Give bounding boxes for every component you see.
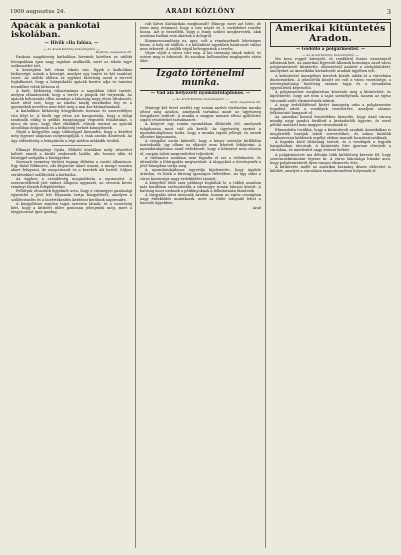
section-subhead: — Vád alá helyezett nyomdatulajdonos. — — [150, 91, 251, 97]
article-paragraph: Végre eljött a várva várt nap. A kis társaság útnak indult, és estére meg is érkeztek. Itt azonban kellemetlen meglepetés várta őket. — [140, 51, 261, 64]
column-1 — [11, 22, 132, 548]
article-subhead: — Hivők «Ila falúsa. — — [44, 40, 99, 46]
article-paragraph: Felhívjuk olvasóink figyelmét arra, hogy a vármegyei gazdasági egyesület a jövő hét folyamán tartja közgyűlését, amelyen a szőlőtermelés és a borértékesítés kérdései kerülnek napirendre. — [11, 189, 132, 202]
section-origin: Arad, augusztus 23. — [229, 100, 261, 105]
article-paragraph: Elhunyt Ebergényi Gyula. Előkelő körökben mély részvétet keltett ennek a kiváló embernek halála, aki hosszú időn át hűséggel szolgálta a közügyeket. — [11, 147, 132, 160]
article-paragraph: A vádtanács azonban nem fogadta el ezt a védekezést, és elrendelte a főtárgyalás megtartását. A tárgyalást a törvényszék a jövő hónapban tartja meg. — [140, 155, 261, 169]
article-paragraph: A vizsgálat során kiderült, hogy a könyv szerzője külföldön tartózkodik, így ellene az eljárást nem lehetett lefolytatni. A nyomdatulajdonos azzal védekezett, hogy a kéziratot nem olvasta el, csupán üzleti megrendelést teljesített. — [140, 139, 261, 156]
article-paragraph: Az ügyben a csendőrség megindította a nyomozást. A szerencsétlenül járt ember állapota aggasztó, az orvosok kevés reményt fűznek felépüléséhez. — [11, 176, 132, 190]
divider — [52, 145, 92, 146]
section-credit: — Az Aradi Közlöny tudósítójától. — — [172, 97, 229, 102]
article-paragraph: A polgármester meghatottan köszönte meg a kitüntetést, és kijelentette, hogy azt nem a saját személyének, hanem az egész városnak szóló elismerésnek tekinti. — [270, 90, 391, 103]
article-headline: Apácák a pankotai iskolában. — [11, 22, 100, 41]
column-2 — [140, 22, 261, 548]
article-paragraph: A nagy érdeklődéssel kísért ünnepség után a polgármester fogadást adott a vendégek tiszteletére, amelyen számos felköszöntő hangzott el. — [270, 102, 391, 116]
page-header — [10, 6, 391, 18]
article-paragraph: Elmondotta továbbá, hogy a kivándorolt aradiak Amerikában is megőrizték hazájuk iránti szeretetüket, és sokan közülük rendszeresen küldenek segélyt otthon maradt hozzátartozóiknak. — [270, 127, 391, 140]
article-paragraph: Ma kora reggel kiterjedt, és rendkívül fontos eseményről adhatunk hírt. Az amerikai Egyesült Államok kormánya Arad város polgármesterét kitüntette, elismerésül azokért a szolgálatokért, amelyeket az Amerikába kivándorolt aradiak ügyében tett. — [270, 56, 391, 74]
article-paragraph: A könyvet egy román nyomdában állították elő, amelynek tulajdonosa most vád alá került. Az ügyészség szerint a nyomdatulajdonos tudta, hogy a munka izgató jellegű, és ennek ellenére kinyomatta. — [140, 122, 261, 139]
article-paragraph: A könyvből több száz példányt foglaltak le, a többit azonban már korábban szétosztották a vármegye román lakosai között. A hatóság most ezeknek a példányoknak a felkutatásán fáradozik. — [140, 180, 261, 193]
column-divider — [135, 22, 136, 548]
header-rule — [10, 19, 391, 20]
article-paragraph: A polgármestert ma délután több küldöttség kereste fel, hogy szerencsekívánatait fejezze ki. A város lakossága büszke arra, hogy polgármesterét ilyen rangos elismerés érte. — [270, 152, 391, 165]
issue-date: 1909 augusztus 24. — [10, 9, 66, 15]
article-paragraph: A közgyűlésre minden tagot szívesen látnak, és a vezetőség kéri, hogy a kitűzött időre pontosan jelenjenek meg, mert a tárgysorozat igen gazdag. — [11, 201, 132, 215]
article-paragraph: Mintegy két évvel ezelőtt egy román nyelvű történelmi munka jelent meg Aradon, amelynek tartalma miatt az ügyészség vizsgálatot indított. A munka a magyar nemzet elleni gyűlöletre izgató részleteket tartalmazott. — [140, 105, 261, 123]
article-paragraph: Kommencsamlóság ez, igaz, volt a reményeknek lehetséges lenne. A hely ott elállott, s a különböző ügyekben határozott válasz nem érkezett. A szülők végül beleegyeztek a tervbe. — [140, 38, 261, 51]
article-paragraph: A nyomdatulajdonos ügyvédje kijelentette, hogy ügyfele ártatlan, és bízik a bíróság igazságos ítéletében. Az ügy iránt a város közönsége nagy érdeklődést tanúsít. — [140, 168, 261, 181]
article-paragraph: A községben két elemi iskola van. Egyik a katholikus hitközségé, másik a községé, amelyet egy tanitó és két tanitónő vezet. Az utóbbi időben az egyházi bizottság azzal a tervvel foglalkozott, hogy a leányiskolát apácák kezére adja és tanitási teendőket velük láttassa el. — [11, 67, 132, 89]
column-3 — [270, 22, 391, 548]
newspaper-name: ARADI KÖZLÖNY — [165, 7, 236, 15]
article-credit: — Az Aradi Közlöny tudósítójától. — — [43, 46, 100, 51]
article-paragraph: Szomorú esemény történt tegnap délután a vasúti állomáson. Egy fiatal földmives, aki Kisjenőre akart utazni, a mozgó vonatra akart felugrani, de megcsúszott és a kerekek alá került. Súlyos sérülésekkel szállították a kórházba. — [11, 160, 132, 177]
article-headline: Amerikai kitüntetés Aradon. — [270, 22, 391, 47]
article-paragraph: A kitüntetést ünnepélyes keretek között adták át a városháza dísztermében. A jelenlévők között ott volt a város vezetősége, a törvényhatósági bizottság számos tagja és a társadalmi egyesületek képviselői. — [270, 73, 391, 91]
article-paragraph: Pankota nagyközség katholikus hiveinek körében az utóbbi hónapokban igen nagy izgalom uralkodik, mert az iskola ügye szóbeszédet tett. — [11, 55, 132, 68]
article-paragraph: A kitüntetés mellé az amerikai kormány díszes oklevelet is küldött, amelyet a városháza tanácstermében helyeznek el. — [270, 165, 391, 174]
article-paragraph: ralt Kővei Kárhárikán meghiusult? Elmegy, mert azt hitte, de tiren még örömmel, hogy a ház népét és a cselédeket rendbe hozza. Azt is beszélték, hogy a leány szüleit megkeresték, akik azonban hallani sem akartak a dologról. — [140, 22, 261, 39]
article-origin: Pankota, augusztus 23. — [95, 50, 132, 55]
page-number: 3 — [386, 8, 391, 16]
article-paragraph: A tárgyalás iránt nemcsak Aradon, hanem az egész országban nagy érdeklődés mutatkozik, mert az ítélet irányadó lehet a hasonló ügyekben. — [140, 193, 261, 206]
article-paragraph: A fogadás késő délutánig tartott, és a vendégek a legjobb hangulatban távoztak. A kitüntetés híre gyorsan elterjedt a városban, és mindenütt nagy örömet keltett. — [270, 140, 391, 153]
article-credit: — Az Aradi Közlöny tudósítójától. — — [302, 52, 359, 57]
column-divider — [265, 22, 266, 548]
section-title: Izgató történelmi munka. — [140, 68, 261, 92]
article-paragraph: A kath. hitközség választmánya a napokban ülést tartott, melyen elhatározták, hogy a tervet a püspök elé terjesztik. Az apácák behozatala ellen azonban a lakosság nagy része tiltakozott, mert attól tart, hogy az iskolai tandíj emelkedni fog és a gyermekek nevelése nem felel meg a mai kor kívánalmainak. — [11, 88, 132, 110]
article-paragraph: A katholikus hitközség közgyűlésén hosszas és szenvedélyes vita folyt le. A hivők egy része azt hangoztatta, hogy a világi tanitónők eddig is példás buzgósággal végezték feladatukat, s nincs ok arra, hogy őket elküldjék. Mások szerint az apácák olcsóbban dolgoznak és a hitközség terheit könnyítenék. — [11, 109, 132, 131]
article-paragraph: Végül a közgyűlés nagy többséggel kimondta, hogy a kérdést még egyszer alaposan megvizsgálják, s csak azután döntenek. Az ügy eldöntéséig a leányiskola a régi módon működik tovább. — [11, 130, 132, 143]
article-paragraph: Az amerikai konzul beszédében kiemelte, hogy Arad városa mindig nagy gondot fordított a kivándorlók ügyeire, és ezzel példát mutatott más magyar városoknak is. — [270, 115, 391, 128]
article-signature: Arad — [252, 205, 261, 210]
article-subhead: — Gödöllő a polgármester. — — [295, 46, 366, 52]
